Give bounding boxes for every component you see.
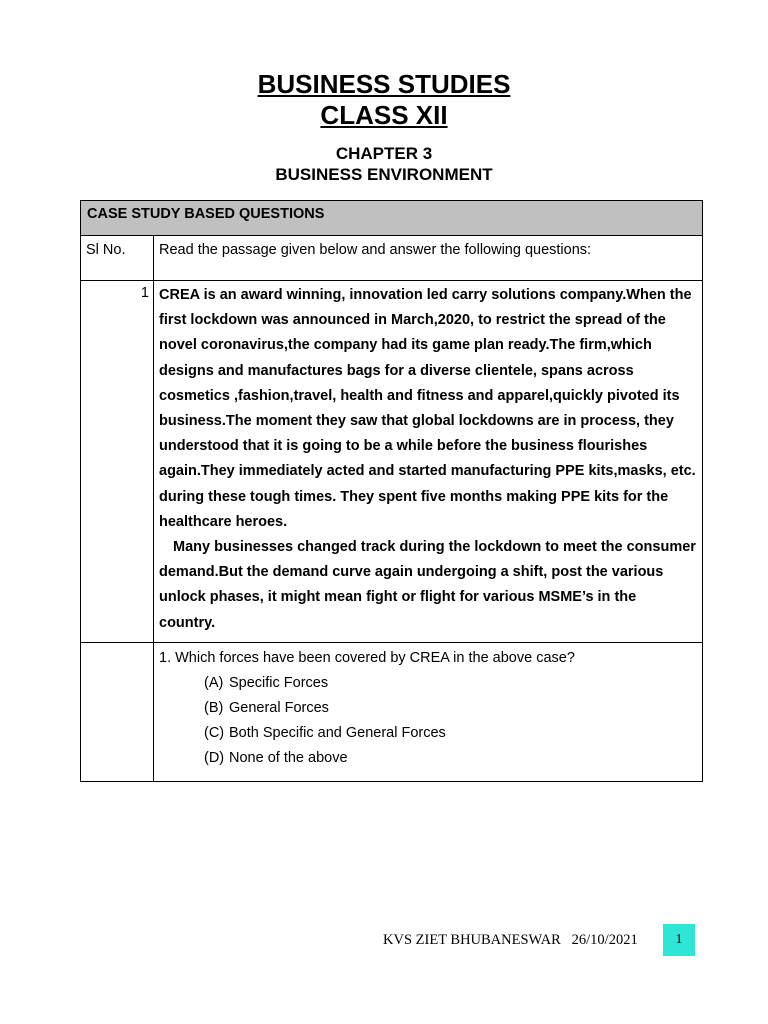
table-header-row xyxy=(81,201,703,236)
footer-date: 26/10/2021 xyxy=(571,932,638,948)
instruction-row xyxy=(81,236,703,281)
option-text: Both Specific and General Forces xyxy=(229,724,446,741)
option-text: None of the above xyxy=(229,749,348,766)
option-text: Specific Forces xyxy=(229,674,329,691)
passage-cell xyxy=(154,281,703,643)
chapter-number: CHAPTER 3 xyxy=(335,144,433,163)
option-label: (C) xyxy=(204,724,225,741)
option-label: (A) xyxy=(204,674,224,691)
case-study-table xyxy=(80,200,703,782)
sl-no-label: Sl No. xyxy=(81,236,154,281)
question-row xyxy=(81,642,703,781)
question-number-cell xyxy=(81,642,154,781)
document-title: BUSINESS STUDIES xyxy=(257,69,511,99)
question-text: 1. Which forces have been covered by CREA in the above case? xyxy=(159,649,575,666)
option-text: General Forces xyxy=(229,699,329,716)
question-cell xyxy=(154,642,703,781)
option-d xyxy=(159,746,696,771)
class-title: CLASS XII xyxy=(320,100,448,130)
chapter-title: BUSINESS ENVIRONMENT xyxy=(275,165,493,184)
row-number: 1 xyxy=(81,281,154,643)
option-label: (D) xyxy=(204,749,225,766)
option-b xyxy=(159,696,696,721)
footer-org: KVS ZIET BHUBANESWAR xyxy=(383,932,561,948)
page-number: 1 xyxy=(663,924,695,956)
option-c xyxy=(159,721,696,746)
instruction-text: Read the passage given below and answer the following questions: xyxy=(154,236,703,281)
footer xyxy=(383,932,638,949)
table-header: CASE STUDY BASED QUESTIONS xyxy=(81,201,703,236)
passage-paragraph-1: CREA is an award winning, innovation led carry solutions company.When the first lockdown was announced in March,2020, to restrict the spread of the novel coronavirus,the company had its game plan ready.The firm,which designs and manufactures bags for a diverse clientele, spans across cosmetics ,fashion,travel, health and fitness and apparel,quickly pivoted its business.The moment they saw that global lockdowns are in process, they understood that it is going to be a while before the business flourishes again.They immediately acted and started manufacturing PPE kits,masks, etc. during these tough times. They spent five months making PPE kits for the healthcare heroes. xyxy=(159,287,696,530)
passage-row xyxy=(81,281,703,643)
option-label: (B) xyxy=(204,699,224,716)
passage-paragraph-2: Many businesses changed track during the lockdown to meet the consumer demand.But the demand curve again undergoing a shift, post the various unlock phases, it might mean fight or flight for various MSME’s in the country. xyxy=(159,539,696,631)
option-a xyxy=(159,671,696,696)
